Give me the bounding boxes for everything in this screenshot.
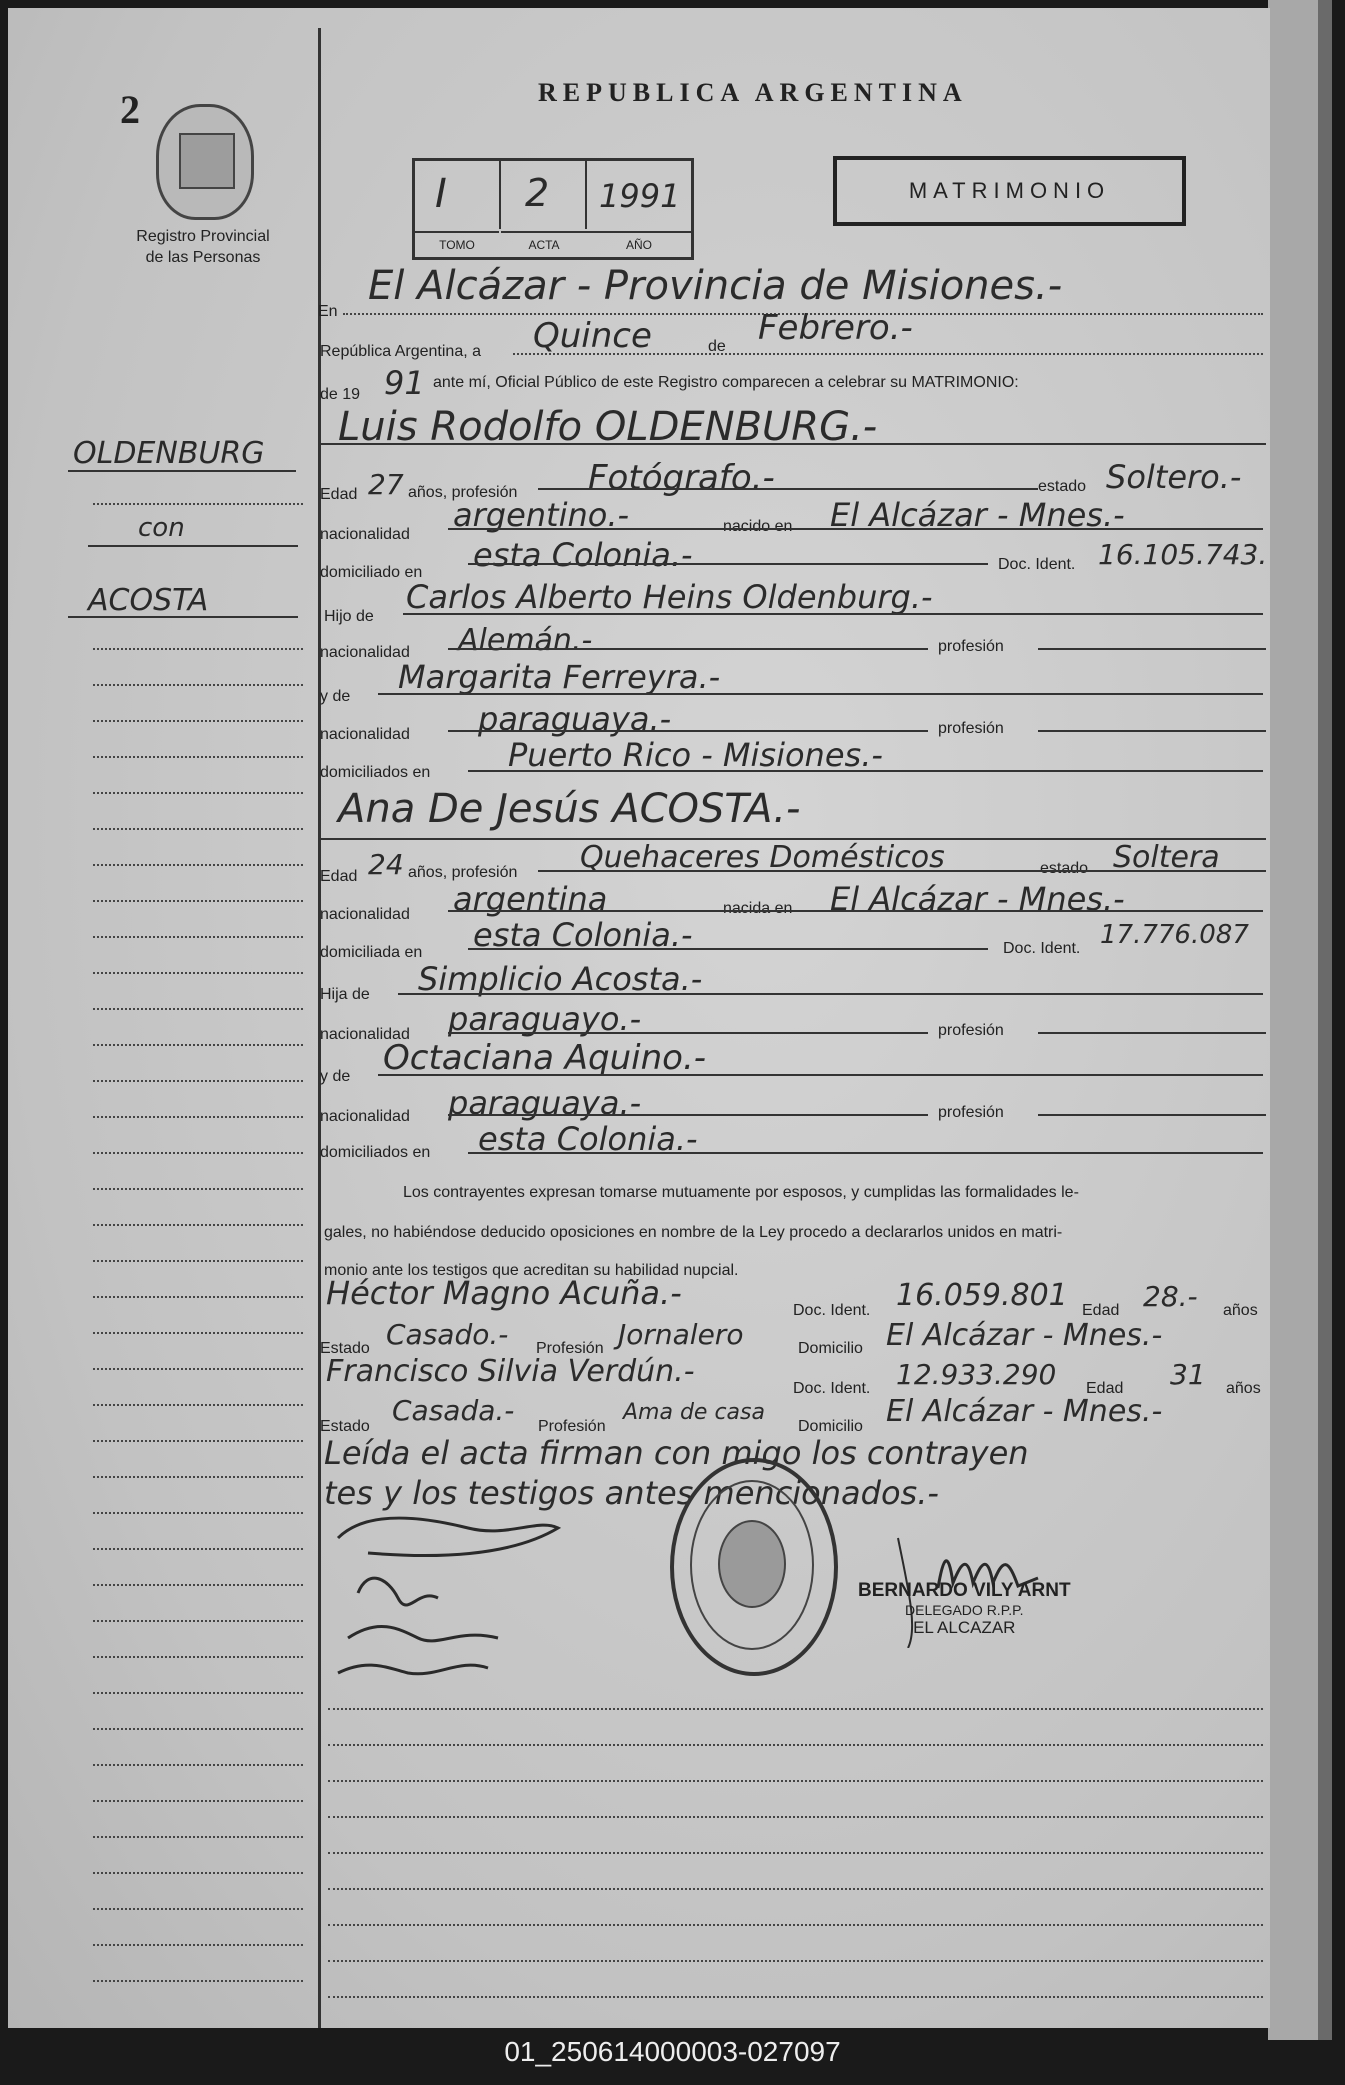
bride-profession: Quehaceres Domésticos <box>580 840 945 875</box>
witness2-doc: 12.933.290 <box>896 1358 1057 1391</box>
bride-age: 24 <box>368 848 404 881</box>
witness2-profession: Ama de casa <box>623 1400 765 1425</box>
ruled-line <box>328 1996 1263 1998</box>
declaration-line3: monio ante los testigos que acreditan su habilidad nupcial. <box>324 1262 739 1279</box>
ruled-line <box>93 648 303 650</box>
bride-father: Simplicio Acosta.- <box>418 960 703 998</box>
de-label: de <box>708 338 726 355</box>
day-value: Quince <box>533 316 652 356</box>
ruled-line <box>93 1116 303 1118</box>
closing-line2: tes y los testigos antes mencionados.- <box>324 1474 939 1512</box>
ruled-line <box>93 900 303 902</box>
bride-father-nat-label: nacionalidad <box>320 1026 410 1043</box>
ruled-line <box>93 1620 303 1622</box>
place-value: El Alcázar - Provincia de Misiones.- <box>368 263 1063 309</box>
tomo-label: TOMO <box>415 231 499 257</box>
groom-father-nat: Alemán.- <box>458 623 593 658</box>
official-place: EL ALCAZAR <box>913 1618 1016 1637</box>
groom-mother-nat-label: nacionalidad <box>320 726 410 743</box>
bride-mother-nat: paraguaya.- <box>448 1084 642 1122</box>
ruled-line <box>93 1584 303 1586</box>
ruled-line <box>328 1852 1263 1854</box>
ruled-line <box>93 1764 303 1766</box>
groom-father-nat-label: nacionalidad <box>320 644 410 661</box>
page-number: 2 <box>120 87 140 132</box>
ruled-line <box>93 1152 303 1154</box>
witness2-status-label: Estado <box>320 1418 370 1435</box>
bride-mother-nat-label: nacionalidad <box>320 1108 410 1125</box>
witness1-prof-label: Profesión <box>536 1340 604 1357</box>
bride-status-label: estado <box>1040 860 1089 877</box>
witness1-doc-label: Doc. Ident. <box>793 1302 871 1319</box>
ruled-line <box>93 1332 303 1334</box>
witness2-age-label: Edad <box>1086 1380 1124 1397</box>
witness2-domicile: El Alcázar - Mnes.- <box>886 1394 1163 1429</box>
ruled-line <box>93 1872 303 1874</box>
ruled-line <box>328 1744 1263 1746</box>
official-block <box>858 1580 1071 1638</box>
bride-age-label: Edad <box>320 868 358 885</box>
bride-domicile: esta Colonia.- <box>473 916 693 954</box>
groom-parents-dom-label: domiciliados en <box>320 764 431 781</box>
year-value: 91 <box>384 364 425 402</box>
ruled-line <box>93 756 303 758</box>
bride-nat-label: nacionalidad <box>320 906 410 923</box>
ruled-line <box>93 1188 303 1190</box>
groom-mother-nat: paraguaya.- <box>478 700 672 738</box>
witness2-dom-label: Domicilio <box>798 1418 863 1435</box>
official-seal-icon <box>670 1458 838 1676</box>
certificate-page <box>8 8 1270 2028</box>
ruled-line <box>93 1296 303 1298</box>
ruled-line <box>93 1836 303 1838</box>
ruled-line <box>93 1044 303 1046</box>
ruled-line <box>93 1404 303 1406</box>
ruled-line <box>93 1656 303 1658</box>
party-signatures <box>308 1498 608 1698</box>
groom-father-prof-label: profesión <box>938 638 1004 655</box>
witness1-status: Casado.- <box>386 1318 509 1351</box>
ruled-line <box>93 1260 303 1262</box>
official-name: BERNARDO VILY ARNT <box>858 1580 1071 1601</box>
acta-label: ACTA <box>501 231 587 257</box>
groom-parents-dom: Puerto Rico - Misiones.- <box>508 736 883 774</box>
ruled-line <box>93 936 303 938</box>
groom-nationality: argentino.- <box>453 496 630 534</box>
groom-name: Luis Rodolfo OLDENBURG.- <box>338 404 878 450</box>
act-type-box: MATRIMONIO <box>833 156 1186 226</box>
page-edge-shadow <box>1318 0 1332 2040</box>
tomo-value: I <box>435 171 447 217</box>
witness2-age: 31 <box>1170 1358 1206 1391</box>
witness1-doc: 16.059.801 <box>896 1278 1068 1313</box>
witness1-status-label: Estado <box>320 1340 370 1357</box>
witness1-age-label: Edad <box>1082 1302 1120 1319</box>
groom-mother-prof-label: profesión <box>938 720 1004 737</box>
ruled-line <box>93 1548 303 1550</box>
bride-name: Ana De Jesús ACOSTA.- <box>338 786 801 832</box>
witness1-dom-label: Domicilio <box>798 1340 863 1357</box>
witness2-doc-label: Doc. Ident. <box>793 1380 871 1397</box>
bride-nationality: argentina <box>453 880 608 918</box>
record-index-table <box>412 158 694 260</box>
ruled-line <box>328 1924 1263 1926</box>
groom-age: 27 <box>368 468 404 501</box>
en-label: En <box>318 303 338 320</box>
bride-father-prof-label: profesión <box>938 1022 1004 1039</box>
witness1-name: Héctor Magno Acuña.- <box>326 1274 682 1312</box>
witness1-domicile: El Alcázar - Mnes.- <box>886 1318 1163 1353</box>
ante-text: ante mí, Oficial Público de este Registro comparecen a celebrar su MATRIMONIO: <box>433 374 1019 391</box>
ano-label: AÑO <box>587 231 691 257</box>
ruled-line <box>328 1708 1263 1710</box>
groom-status-label: estado <box>1038 478 1087 495</box>
ruled-line <box>93 792 303 794</box>
groom-doc-label: Doc. Ident. <box>998 556 1076 573</box>
org-name: Registro Provincial de las Personas <box>136 228 270 266</box>
bride-parents-dom-label: domiciliados en <box>320 1144 431 1161</box>
ruled-line <box>93 1728 303 1730</box>
ruled-line <box>328 1960 1263 1962</box>
ano-value: 1991 <box>599 177 681 215</box>
margin-groom: OLDENBURG <box>73 436 265 471</box>
groom-profession: Fotógrafo.- <box>588 458 775 498</box>
document-id: 01_250614000003-027097 <box>504 2036 841 2067</box>
ruled-line <box>93 1440 303 1442</box>
official-title: DELEGADO R.P.P. <box>905 1602 1024 1618</box>
page-edge <box>1268 0 1318 2040</box>
bride-mother: Octaciana Aquino.- <box>383 1038 707 1078</box>
closing-line1: Leída el acta firman con migo los contrayen <box>324 1434 1029 1472</box>
witness1-profession: Jornalero <box>618 1318 744 1351</box>
ruled-line <box>93 1512 303 1514</box>
bride-born-label: nacida en <box>723 900 793 917</box>
bride-mother-label: y de <box>320 1068 351 1085</box>
groom-mother-label: y de <box>320 688 351 705</box>
margin-con: con <box>138 513 185 543</box>
ruled-line <box>93 1800 303 1802</box>
witness2-anos: años <box>1226 1380 1261 1397</box>
witness2-status: Casada.- <box>392 1394 515 1427</box>
witness2-name: Francisco Silvia Verdún.- <box>326 1354 695 1389</box>
ruled-line <box>93 684 303 686</box>
groom-age-label: Edad <box>320 486 358 503</box>
groom-domicile: esta Colonia.- <box>473 536 693 574</box>
witness1-anos: años <box>1223 1302 1258 1319</box>
bride-born: El Alcázar - Mnes.- <box>830 880 1125 918</box>
registry-emblem-icon <box>156 104 254 220</box>
bride-status: Soltera <box>1113 840 1220 875</box>
acta-value: 2 <box>525 171 550 215</box>
ruled-line <box>328 1888 1263 1890</box>
bride-dom-label: domiciliada en <box>320 944 423 961</box>
ruled-line <box>328 1816 1263 1818</box>
groom-born: El Alcázar - Mnes.- <box>830 496 1125 534</box>
bride-doc-label: Doc. Ident. <box>1003 940 1081 957</box>
witness2-prof-label: Profesión <box>538 1418 606 1435</box>
ruled-line <box>93 1908 303 1910</box>
ruled-line <box>93 972 303 974</box>
groom-doc: 16.105.743. <box>1098 538 1268 571</box>
groom-nat-label: nacionalidad <box>320 526 410 543</box>
groom-father-label: Hijo de <box>324 608 374 625</box>
bride-mother-prof-label: profesión <box>938 1104 1004 1121</box>
ruled-line <box>93 1692 303 1694</box>
ruled-line <box>328 1780 1263 1782</box>
ruled-line <box>93 828 303 830</box>
ruled-line <box>93 720 303 722</box>
groom-father: Carlos Alberto Heins Oldenburg.- <box>406 578 933 616</box>
ruled-line <box>93 1944 303 1946</box>
groom-prof-label: años, profesión <box>408 484 518 501</box>
bride-doc: 17.776.087 <box>1100 920 1249 950</box>
month-value: Febrero.- <box>758 308 913 348</box>
margin-bride: ACOSTA <box>88 583 209 618</box>
groom-born-label: nacido en <box>723 518 793 535</box>
de19-label: de 19 <box>320 386 361 403</box>
ruled-line <box>93 1980 303 1982</box>
bride-father-label: Hija de <box>320 986 370 1003</box>
declaration-line1: Los contrayentes expresan tomarse mutuamente por esposos, y cumplidas las formalidades le- <box>403 1184 1079 1201</box>
ruled-line <box>93 1080 303 1082</box>
witness1-age: 28.- <box>1143 1280 1198 1313</box>
republica-label: República Argentina, a <box>320 343 481 360</box>
bride-parents-dom: esta Colonia.- <box>478 1120 698 1158</box>
ruled-line <box>93 1368 303 1370</box>
bride-father-nat: paraguayo.- <box>448 1000 642 1038</box>
country-title: REPUBLICA ARGENTINA <box>538 78 968 107</box>
ruled-line <box>93 1224 303 1226</box>
groom-status: Soltero.- <box>1106 458 1242 496</box>
ruled-line <box>93 864 303 866</box>
ruled-line <box>93 1476 303 1478</box>
declaration-line2: gales, no habiéndose deducido oposiciones en nombre de la Ley procedo a declararlos unidos en matri- <box>324 1224 1063 1241</box>
ruled-line <box>93 1008 303 1010</box>
groom-mother: Margarita Ferreyra.- <box>398 658 721 696</box>
bride-prof-label: años, profesión <box>408 864 518 881</box>
groom-dom-label: domiciliado en <box>320 564 423 581</box>
